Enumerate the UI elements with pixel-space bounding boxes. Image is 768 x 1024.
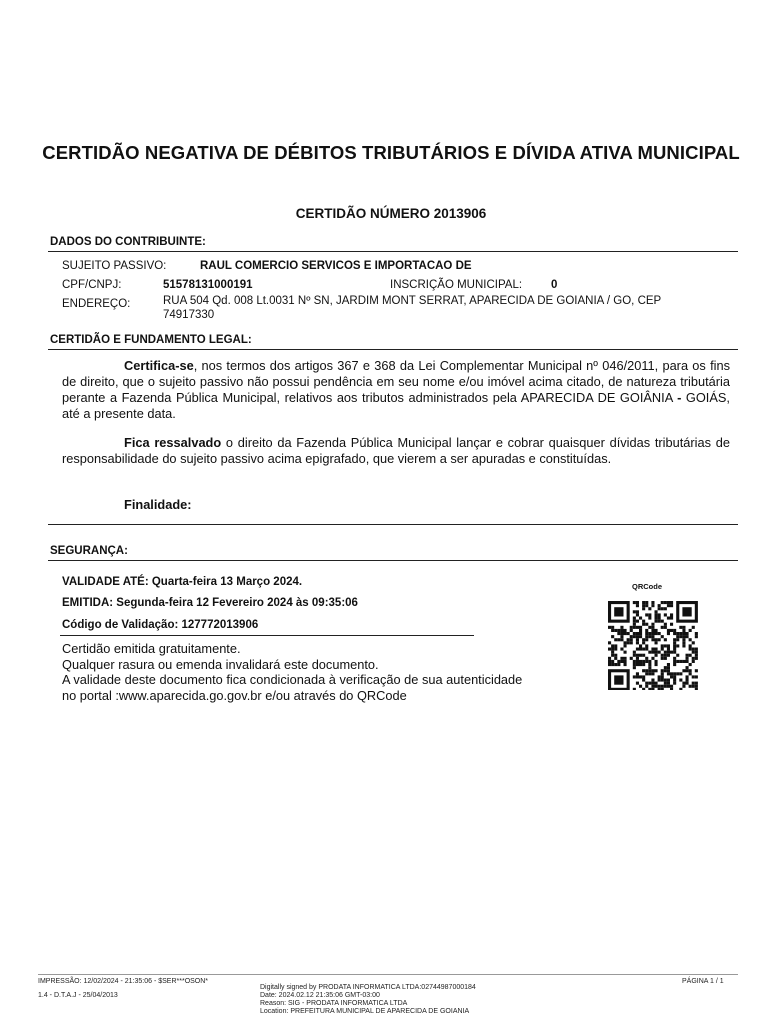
signature-line-4: Location: PREFEITURA MUNICIPAL DE APARECIDA DE GOIANIA — [260, 1008, 470, 1015]
divider — [48, 349, 738, 350]
fica-ressalvado-bold: Fica ressalvado — [124, 435, 222, 450]
endereco-value — [163, 294, 661, 322]
cpf-cnpj-label: CPF/CNPJ: — [62, 279, 122, 291]
certifica-se-bold: Certifica-se — [124, 358, 194, 373]
divider — [48, 524, 738, 525]
paragraph-certifica — [62, 358, 730, 422]
certifica-dash: - — [677, 390, 682, 405]
seguranca-notes — [62, 641, 522, 703]
sujeito-passivo-value: RAUL COMERCIO SERVICOS E IMPORTACAO DE — [200, 260, 472, 272]
footer-signature — [260, 984, 476, 1016]
endereco-label: ENDEREÇO: — [62, 298, 131, 310]
codigo-validacao: Código de Validação: 127772013906 — [62, 619, 259, 631]
note-validade: A validade deste documento fica condicionada à verificação de sua autenticidade — [62, 672, 523, 687]
sujeito-passivo-label: SUJEITO PASSIVO: — [62, 260, 167, 272]
endereco-line-1: RUA 504 Qd. 008 Lt.0031 Nº SN, JARDIM MONT SERRAT, APARECIDA DE GOIANIA / GO, CEP — [163, 295, 662, 307]
qrcode-label: QRCode — [632, 582, 662, 591]
section-contribuinte-title: DADOS DO CONTRIBUINTE: — [50, 236, 206, 248]
divider — [48, 560, 738, 561]
document-title: CERTIDÃO NEGATIVA DE DÉBITOS TRIBUTÁRIOS E DÍVIDA ATIVA MUNICIPAL — [42, 142, 740, 163]
emitida-em: EMITIDA: Segunda-feira 12 Fevereiro 2024 às 09:35:06 — [62, 597, 358, 609]
codigo-underline — [60, 635, 474, 636]
footer-impressao: IMPRESSÃO: 12/02/2024 - 21:35:06 - $SER***OSON* — [38, 978, 209, 985]
footer-divider — [38, 974, 738, 975]
note-rasura: Qualquer rasura ou emenda invalidará este documento. — [62, 656, 379, 672]
qr-code-image — [605, 600, 701, 690]
finalidade-label: Finalidade: — [124, 497, 192, 512]
validade-ate: VALIDADE ATÉ: Quarta-feira 13 Março 2024. — [62, 576, 303, 588]
certificate-number: CERTIDÃO NÚMERO 2013906 — [295, 206, 487, 221]
footer-pagina: PÁGINA 1 / 1 — [682, 978, 724, 985]
inscricao-municipal-value: 0 — [551, 279, 558, 291]
divider — [48, 251, 738, 252]
certifica-text-2: GOIÁS, até a presente data. — [62, 390, 730, 421]
section-fundamento-title: CERTIDÃO E FUNDAMENTO LEGAL: — [50, 334, 252, 346]
footer-versao: 1.4 - D.T.A.J - 25/04/2013 — [38, 992, 118, 999]
endereco-line-2: 74917330 — [163, 309, 215, 321]
paragraph-ressalvado — [62, 435, 730, 467]
cpf-cnpj-value: 51578131000191 — [163, 279, 253, 291]
qr-code-graphic — [605, 600, 701, 690]
signature-line-3: Reason: SIG - PRODATA INFORMATICA LTDA — [260, 1000, 408, 1007]
section-seguranca-title: SEGURANÇA: — [50, 545, 128, 557]
signature-line-1: Digitally signed by PRODATA INFORMATICA LTDA:02744987000184 — [260, 984, 476, 991]
note-gratuita: Certidão emitida gratuitamente. — [62, 641, 241, 656]
certifica-text-1: , nos termos dos artigos 367 e 368 da Lei Complementar Municipal nº 046/2011, para os fins de direito, que o sujeito passivo não possui pendência em seu nome e/ou imóvel acima citado, de natureza tributária perante a Fazenda Pública Municipal, relativos aos tributos administrados pela APARECIDA DE GOIÂNIA — [62, 358, 730, 405]
note-portal: no portal :www.aparecida.go.gov.br e/ou através do QRCode — [62, 687, 407, 703]
signature-line-2: Date: 2024.02.12 21:35:06 GMT-03:00 — [260, 992, 380, 999]
ressalvado-text: o direito da Fazenda Pública Municipal lançar e cobrar quaisquer dívidas tributárias de responsabilidade do sujeito passivo acima epigrafado, que vierem a ser apuradas e constituídas. — [62, 435, 730, 466]
inscricao-municipal-label: INSCRIÇÃO MUNICIPAL: — [390, 279, 523, 291]
